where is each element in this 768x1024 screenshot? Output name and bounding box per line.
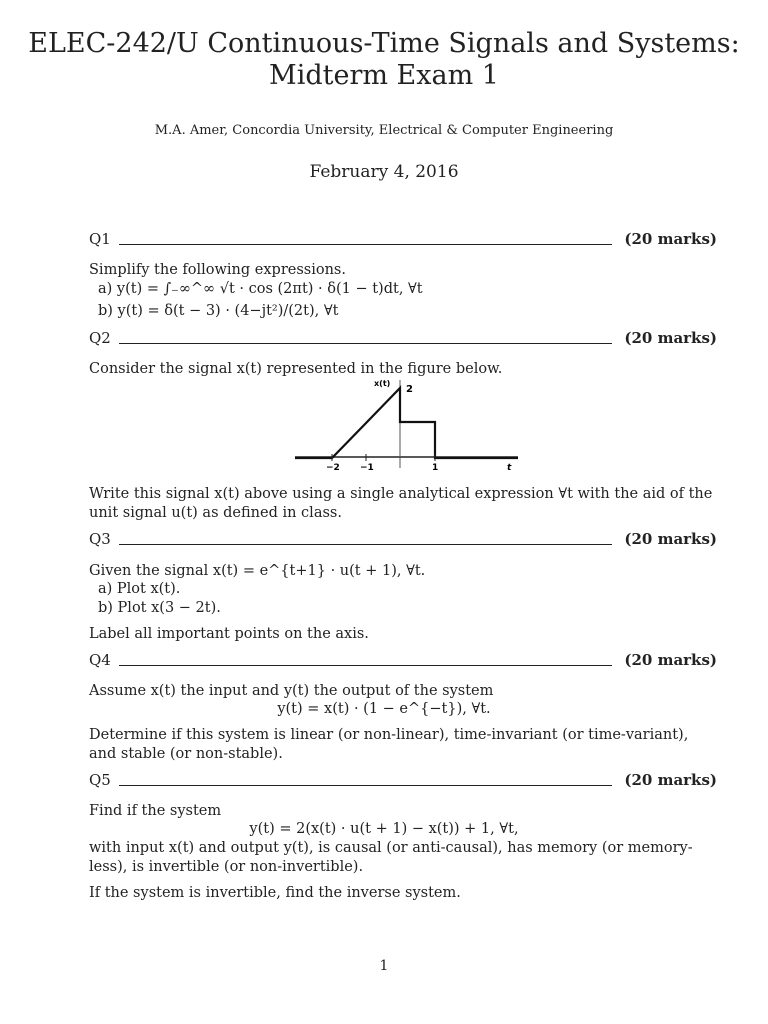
q2-intro: Consider the signal x(t) represented in the figure below. xyxy=(89,361,503,377)
q4-rule xyxy=(119,665,612,666)
q1-intro: Simplify the following expressions. xyxy=(89,262,346,278)
q4-label: Q4 xyxy=(89,651,111,669)
q5-marks: (20 marks) xyxy=(624,771,717,789)
page-number: 1 xyxy=(379,958,389,974)
q5-intro: Find if the system xyxy=(89,803,222,819)
q1-item-b: b) y(t) = δ(t − 3) · (4−jt²)/(2t), ∀t xyxy=(98,303,339,319)
q3-intro: Given the signal x(t) = e^{t+1} · u(t + 1), ∀t. xyxy=(89,563,426,579)
q2-body: Write this signal x(t) above using a single analytical expression ∀t with the aid of the unit signal u(t) as defined in class. xyxy=(89,486,713,521)
q4-marks: (20 marks) xyxy=(624,651,717,669)
q5-equation: y(t) = 2(x(t) · u(t + 1) − x(t)) + 1, ∀t, xyxy=(249,821,519,837)
q1-marks: (20 marks) xyxy=(624,230,717,248)
q1-label: Q1 xyxy=(89,230,111,248)
figure-ylabel: x(t) xyxy=(374,379,391,388)
q2-rule xyxy=(119,343,612,344)
q2-signal-figure xyxy=(290,376,522,476)
q2-label: Q2 xyxy=(89,329,111,347)
author-line: M.A. Amer, Concordia University, Electrical & Computer Engineering xyxy=(154,123,614,138)
q3-body: Label all important points on the axis. xyxy=(89,626,369,642)
tick-label-1: 1 xyxy=(432,463,439,473)
q5-header xyxy=(89,769,717,789)
axis-label-t: t xyxy=(507,463,512,473)
q3-marks: (20 marks) xyxy=(624,530,717,548)
q3-rule xyxy=(119,544,612,545)
title-line-1: ELEC-242/U Continuous-Time Signals and Systems: xyxy=(28,28,740,59)
q2-marks: (20 marks) xyxy=(624,329,717,347)
tick-label-minus-1: −1 xyxy=(360,463,374,473)
q4-equation: y(t) = x(t) · (1 − e^{−t}), ∀t. xyxy=(277,701,491,717)
q5-body: with input x(t) and output y(t), is causal (or anti-causal), has memory (or memory-less), is invertible (or non-invertible). xyxy=(89,840,693,875)
q3-item-b: b) Plot x(3 − 2t). xyxy=(98,600,221,616)
q4-body: Determine if this system is linear (or non-linear), time-invariant (or time-variant), and stable (or non-stable). xyxy=(89,727,689,762)
q5-body-2: If the system is invertible, find the inverse system. xyxy=(89,885,461,901)
q1-header xyxy=(89,228,717,248)
q3-label: Q3 xyxy=(89,530,111,548)
q3-item-a: a) Plot x(t). xyxy=(98,581,181,597)
q4-intro: Assume x(t) the input and y(t) the output of the system xyxy=(89,683,494,699)
q2-header xyxy=(89,327,717,347)
q4-header xyxy=(89,649,717,669)
q5-label: Q5 xyxy=(89,771,111,789)
figure-peak-label: 2 xyxy=(406,384,413,395)
signal-trace xyxy=(295,388,518,458)
title-line-2: Midterm Exam 1 xyxy=(269,60,499,91)
q5-rule xyxy=(119,785,612,786)
q1-item-a: a) y(t) = ∫₋∞^∞ √t · cos (2πt) · δ(1 − t)dt, ∀t xyxy=(98,281,423,297)
q3-header xyxy=(89,528,717,548)
exam-date: February 4, 2016 xyxy=(309,162,459,182)
tick-label-minus-2: −2 xyxy=(326,463,340,473)
q1-rule xyxy=(119,244,612,245)
